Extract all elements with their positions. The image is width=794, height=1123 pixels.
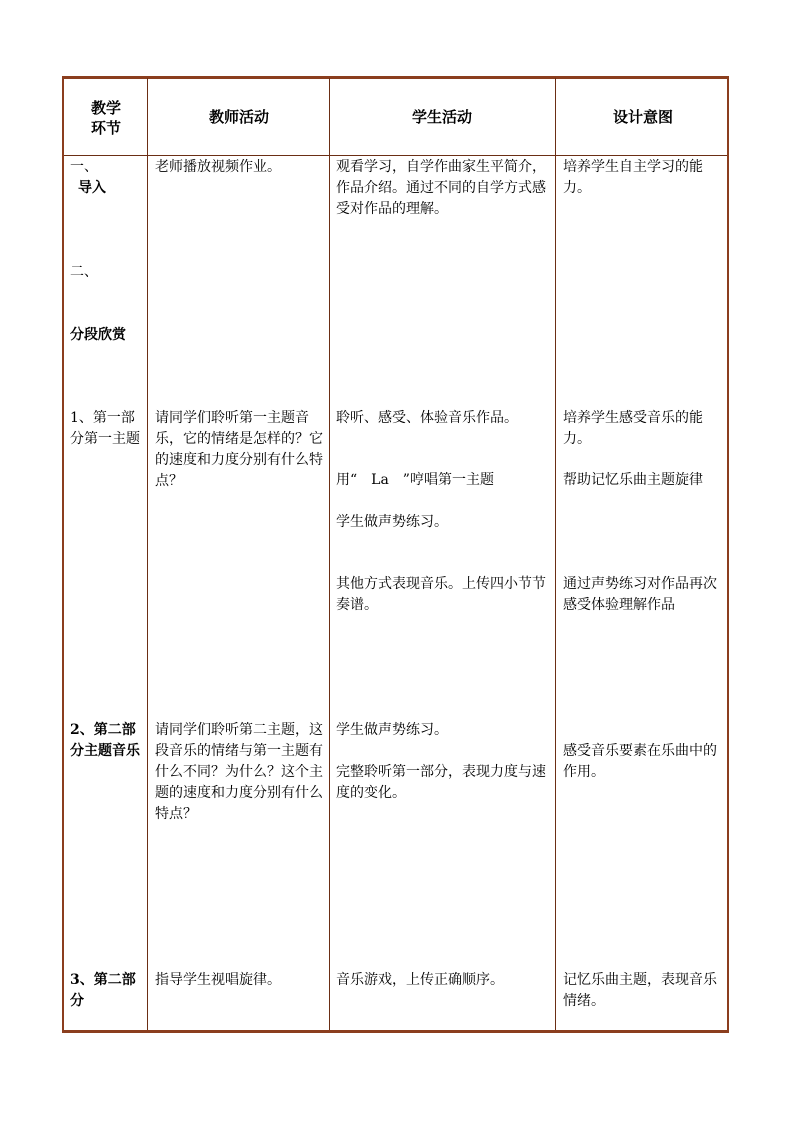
teacher-activity-3: 请同学们聆听第二主题，这段音乐的情绪与第一主题有什么不同？为什么？这个主题的速度和力度分别有什么特点？	[155, 722, 323, 822]
header-teaching-step	[70, 98, 142, 138]
header-divider	[64, 155, 727, 156]
teacher-activity-4: 指导学生视唱旋律。	[155, 972, 281, 988]
step-section-3: 3、第二部分	[70, 972, 136, 1009]
student-activity-2b: 用“ La ”哼唱第一主题	[336, 472, 494, 488]
student-activity-3b: 完整聆听第一部分，表现力度与速度的变化。	[336, 764, 546, 801]
student-activity-3a: 学生做声势练习。	[336, 722, 448, 738]
step-one-title: 导入	[78, 180, 106, 196]
design-intent-2a: 培养学生感受音乐的能力。	[563, 410, 703, 447]
student-activity-2c: 学生做声势练习。	[336, 514, 448, 530]
teacher-activity-1: 老师播放视频作业。	[155, 159, 281, 175]
column-divider-1	[147, 78, 148, 1030]
student-activity-2d: 其他方式表现音乐。上传四小节节奏谱。	[336, 576, 546, 613]
design-intent-2b: 帮助记忆乐曲主题旋律	[563, 472, 703, 488]
step-section-2: 2、第二部分主题音乐	[70, 722, 140, 759]
step-section-1: 1、第一部分第一主题	[70, 410, 140, 447]
step-one-number: 一、	[70, 159, 98, 175]
column-divider-3	[555, 78, 556, 1030]
teacher-activity-2: 请同学们聆听第一主题音乐，它的情绪是怎样的？它的速度和力度分别有什么特点？	[155, 410, 323, 489]
column-divider-2	[329, 78, 330, 1030]
student-activity-1: 观看学习，自学作曲家生平简介，作品介绍。通过不同的自学方式感受对作品的理解。	[336, 159, 546, 217]
student-activity-2a: 聆听、感受、体验音乐作品。	[336, 410, 518, 426]
header-design-intent: 设计意图	[612, 108, 673, 126]
header-student-activity: 学生活动	[411, 108, 472, 126]
design-intent-2c: 通过声势练习对作品再次感受体验理解作品	[563, 576, 717, 613]
header-teacher-activity: 教师活动	[208, 108, 269, 126]
design-intent-1: 培养学生自主学习的能力。	[563, 159, 703, 196]
design-intent-3: 感受音乐要素在乐曲中的作用。	[563, 743, 717, 780]
student-activity-4: 音乐游戏，上传正确顺序。	[336, 972, 504, 988]
step-two-title: 分段欣赏	[70, 327, 126, 343]
step-two-number: 二、	[70, 264, 98, 280]
header-step-line2: 环节	[90, 119, 121, 137]
header-step-line1: 教学	[90, 99, 121, 117]
design-intent-4: 记忆乐曲主题，表现音乐情绪。	[563, 972, 717, 1009]
